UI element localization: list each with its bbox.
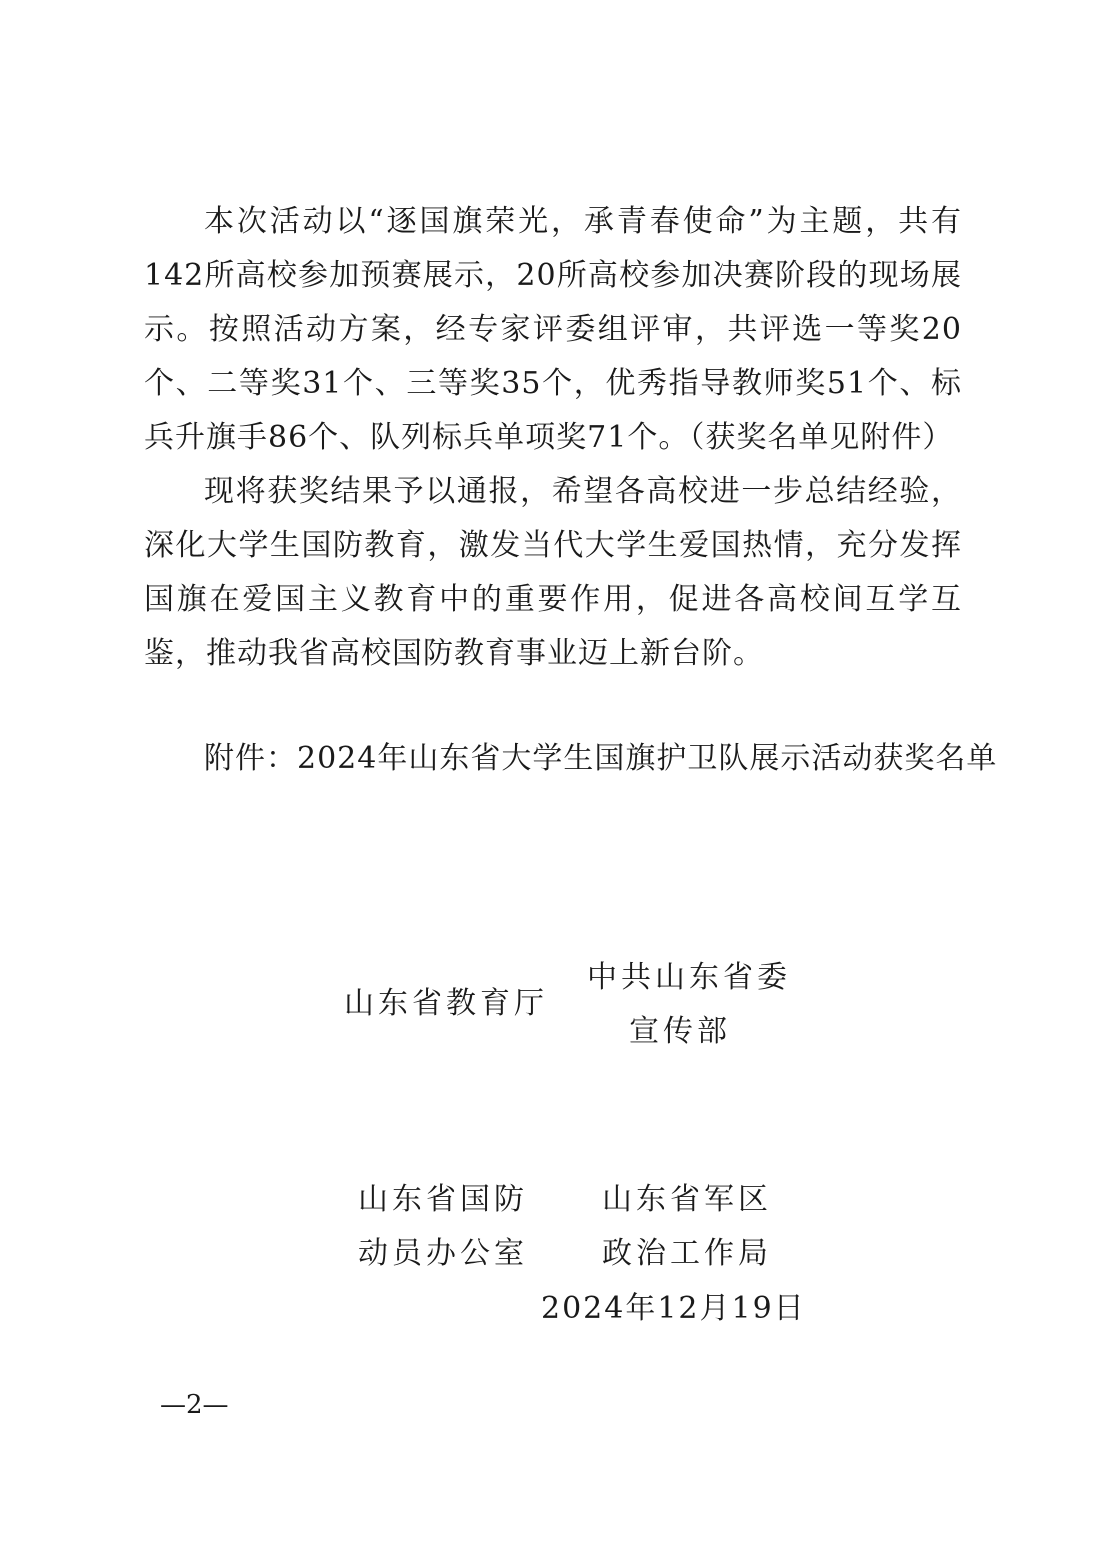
signature-military-line2: 政治工作局: [602, 1236, 772, 1271]
document-date: 2024年12月19日: [541, 1291, 806, 1326]
attachment-note: 附件：2024年山东省大学生国旗护卫队展示活动获奖名单: [204, 741, 998, 776]
signature-education-dept: 山东省教育厅: [344, 986, 548, 1021]
body-paragraph-2: 现将获奖结果予以通报，希望各高校进一步总结经验，深化大学生国防教育，激发当代大学生爱国热情，充分发挥国旗在爱国主义教育中的重要作用，促进各高校间互学互鉴，推动我省高校国防教育事业迈上新台阶。: [144, 474, 962, 671]
signature-propaganda-line1: 中共山东省委: [587, 960, 791, 995]
signature-defense-line1: 山东省国防: [358, 1182, 528, 1217]
page-number: —2—: [160, 1390, 229, 1420]
body-paragraph-1: 本次活动以“逐国旗荣光，承青春使命”为主题，共有142所高校参加预赛展示，20所高校参加决赛阶段的现场展示。按照活动方案，经专家评委组评审，共评选一等奖20个、二等奖31个、三等奖35个，优秀指导教师奖51个、标兵升旗手86个、队列标兵单项奖71个。（获奖名单见附件）: [144, 204, 962, 455]
signature-propaganda-line2: 宣传部: [629, 1014, 731, 1049]
signature-defense-line2: 动员办公室: [358, 1236, 528, 1271]
signature-military-line1: 山东省军区: [602, 1182, 772, 1217]
